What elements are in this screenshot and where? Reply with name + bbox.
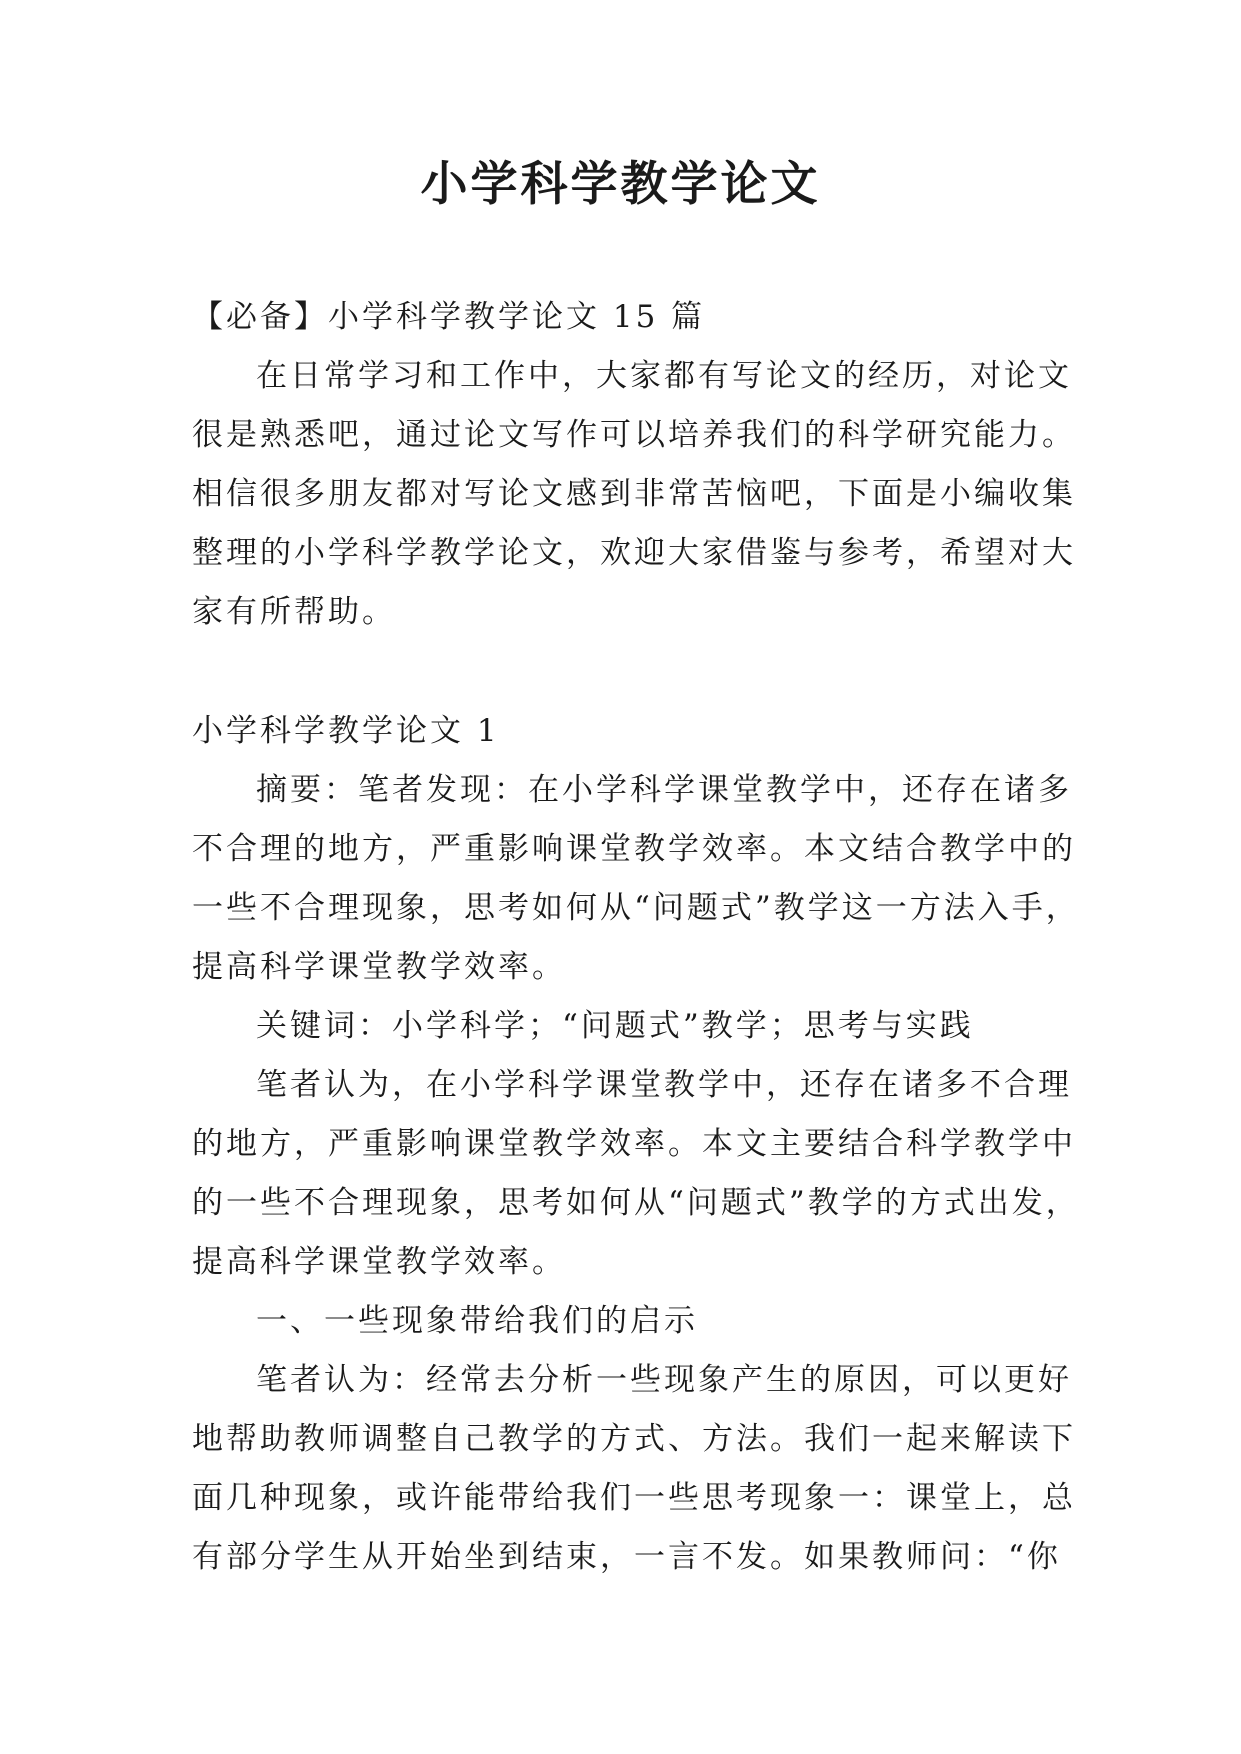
abstract-line: 一些不合理现象，思考如何从“问题式”教学这一方法入手， bbox=[192, 890, 1080, 926]
paragraph-line: 笔者认为：经常去分析一些现象产生的原因，可以更好 bbox=[256, 1362, 1072, 1398]
section-spacer bbox=[192, 642, 1062, 702]
document-title: 小学科学教学论文 bbox=[420, 157, 821, 212]
paragraph-line: 笔者认为，在小学科学课堂教学中，还存在诸多不合理 bbox=[256, 1067, 1072, 1103]
paragraph-line: 的一些不合理现象，思考如何从“问题式”教学的方式出发， bbox=[192, 1185, 1080, 1221]
intro-line: 相信很多朋友都对写论文感到非常苦恼吧，下面是小编收集 bbox=[192, 476, 1076, 512]
paragraph-line: 有部分学生从开始坐到结束，一言不发。如果教师问：“你 bbox=[192, 1539, 1061, 1575]
intro-line: 整理的小学科学教学论文，欢迎大家借鉴与参考，希望对大 bbox=[192, 535, 1076, 571]
paragraph-line: 面几种现象，或许能带给我们一些思考现象一：课堂上，总 bbox=[192, 1480, 1076, 1516]
paragraph-line: 的地方，严重影响课堂教学效率。本文主要结合科学教学中 bbox=[192, 1126, 1076, 1162]
document-body bbox=[192, 288, 1080, 1587]
abstract-line: 提高科学课堂教学效率。 bbox=[192, 949, 566, 985]
intro-line: 很是熟悉吧，通过论文写作可以培养我们的科学研究能力。 bbox=[192, 417, 1076, 453]
intro-line: 家有所帮助。 bbox=[192, 594, 396, 630]
abstract-line: 不合理的地方，严重影响课堂教学效率。本文结合教学中的 bbox=[192, 831, 1076, 867]
abstract-line: 摘要：笔者发现：在小学科学课堂教学中，还存在诸多 bbox=[256, 772, 1072, 808]
document-subtitle: 【必备】小学科学教学论文 15 篇 bbox=[192, 299, 706, 335]
paragraph-line: 提高科学课堂教学效率。 bbox=[192, 1244, 566, 1280]
keywords-line: 关键词：小学科学；“问题式”教学；思考与实践 bbox=[256, 1008, 974, 1044]
subheading: 一、一些现象带给我们的启示 bbox=[256, 1303, 698, 1339]
paragraph-line: 地帮助教师调整自己教学的方式、方法。我们一起来解读下 bbox=[192, 1421, 1076, 1457]
section-heading: 小学科学教学论文 1 bbox=[192, 713, 500, 749]
intro-line: 在日常学习和工作中，大家都有写论文的经历，对论文 bbox=[256, 358, 1072, 394]
